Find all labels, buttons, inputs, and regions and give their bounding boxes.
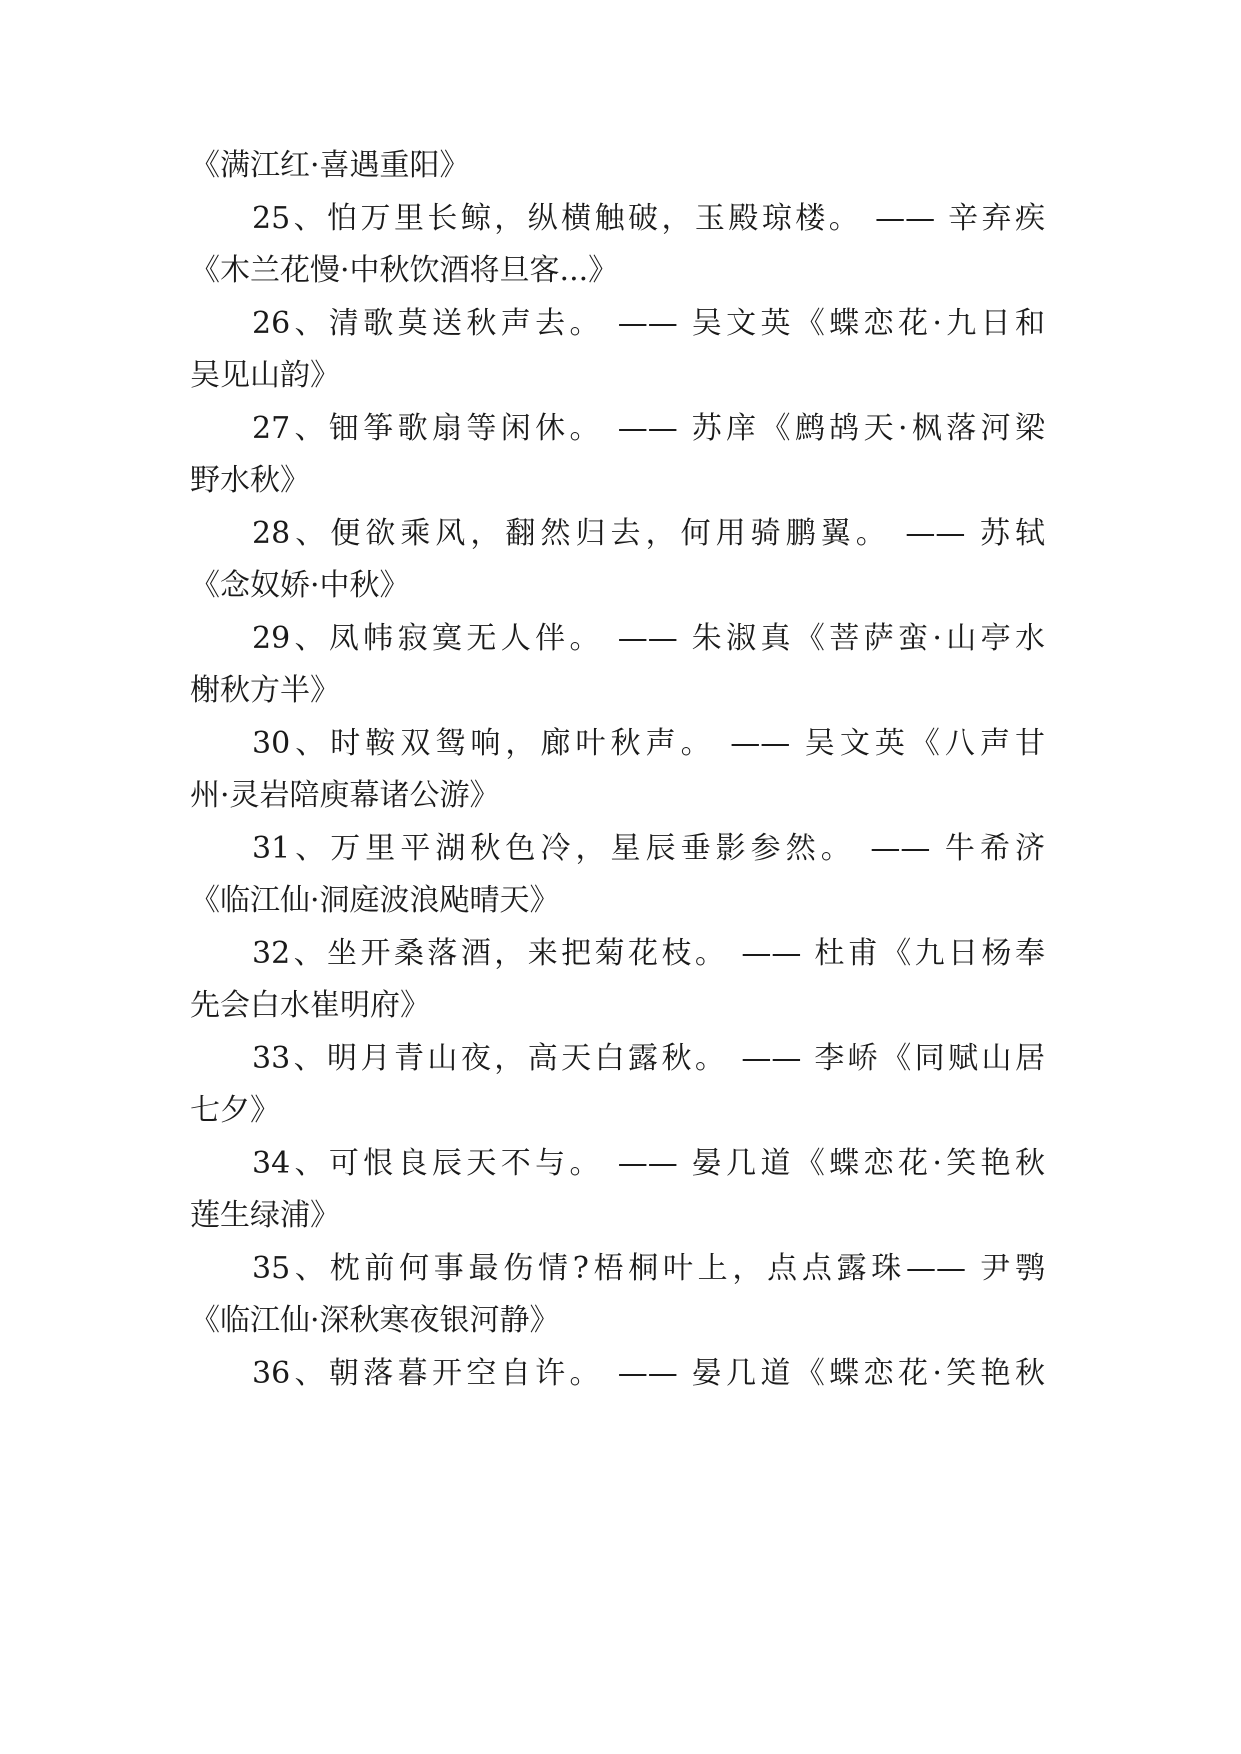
text-line: 七夕》 bbox=[190, 1093, 280, 1128]
text-line: 《临江仙·深秋寒夜银河静》 bbox=[190, 1303, 560, 1338]
text-line: 25、怕万里长鲸，纵横触破，玉殿琼楼。 —— 辛弃疾 bbox=[252, 201, 1045, 236]
text-line: 26、清歌莫送秋声去。 —— 吴文英《蝶恋花·九日和 bbox=[252, 306, 1045, 341]
text-line: 30、时鞍双鸳响，廊叶秋声。 —— 吴文英《八声甘 bbox=[252, 726, 1045, 761]
text-line: 先会白水崔明府》 bbox=[190, 988, 430, 1023]
text-line: 州·灵岩陪庾幕诸公游》 bbox=[190, 778, 500, 813]
text-line: 35、枕前何事最伤情?梧桐叶上，点点露珠—— 尹鹗 bbox=[252, 1251, 1045, 1286]
text-line: 28、便欲乘风，翻然归去，何用骑鹏翼。 —— 苏轼 bbox=[252, 516, 1045, 551]
text-line: 27、钿筝歌扇等闲休。 —— 苏庠《鹧鸪天·枫落河梁 bbox=[252, 411, 1045, 446]
text-line: 《木兰花慢·中秋饮酒将旦客...》 bbox=[190, 253, 619, 288]
text-line: 野水秋》 bbox=[190, 463, 310, 498]
text-line: 32、坐开桑落酒，来把菊花枝。 —— 杜甫《九日杨奉 bbox=[252, 936, 1045, 971]
text-line: 36、朝落暮开空自许。 —— 晏几道《蝶恋花·笑艳秋 bbox=[252, 1356, 1045, 1391]
text-line: 莲生绿浦》 bbox=[190, 1198, 340, 1233]
text-line: 29、凤帏寂寞无人伴。 —— 朱淑真《菩萨蛮·山亭水 bbox=[252, 621, 1045, 656]
text-line: 榭秋方半》 bbox=[190, 673, 340, 708]
text-line: 《临江仙·洞庭波浪飐晴天》 bbox=[190, 883, 560, 918]
text-line: 《满江红·喜遇重阳》 bbox=[190, 148, 470, 183]
text-line: 34、可恨良辰天不与。 —— 晏几道《蝶恋花·笑艳秋 bbox=[252, 1146, 1045, 1181]
text-line: 33、明月青山夜，高天白露秋。 —— 李峤《同赋山居 bbox=[252, 1041, 1045, 1076]
text-line: 《念奴娇·中秋》 bbox=[190, 568, 410, 603]
text-line: 31、万里平湖秋色冷，星辰垂影参然。 —— 牛希济 bbox=[252, 831, 1045, 866]
text-line: 吴见山韵》 bbox=[190, 358, 340, 393]
